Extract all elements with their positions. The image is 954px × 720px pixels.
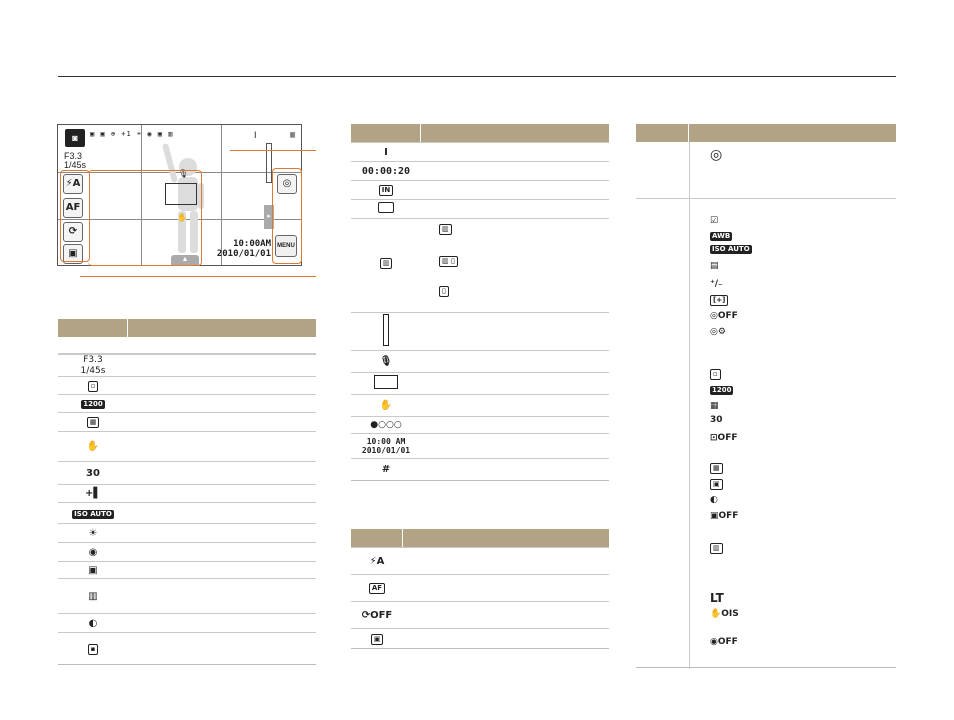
grid-lines-icon: # <box>381 464 391 475</box>
table-row <box>58 376 316 394</box>
exposure-comp-icon: ☑ <box>710 216 719 226</box>
column-divider <box>689 142 690 198</box>
smart-mode-button[interactable]: ◎ <box>277 174 297 194</box>
record-time-icon: 00:00:20 <box>361 165 411 177</box>
exposure-icon: +▌ <box>84 488 102 499</box>
table-row <box>351 312 609 350</box>
time-value: 10:00AM <box>233 239 271 249</box>
smart-auto-icon: ◎ <box>710 147 723 163</box>
awb-icon: AWB <box>712 232 731 240</box>
table-row <box>58 502 316 523</box>
timer-button[interactable]: ⟳ <box>63 222 83 242</box>
mic-icon: 🎙 <box>178 169 189 178</box>
video-size-icon: 1200 <box>83 400 103 408</box>
table-row <box>58 412 316 431</box>
ois-icon: ✋OIS <box>710 609 739 619</box>
frame-rate-icon: 30 <box>86 467 100 479</box>
table-row <box>351 433 609 458</box>
table-row <box>351 601 609 628</box>
quality-icon: ▦ <box>710 401 719 411</box>
table-row <box>351 199 609 218</box>
focus-button[interactable]: AF <box>63 198 83 218</box>
table-header <box>351 124 609 142</box>
highlight-frame <box>272 168 302 264</box>
table-header <box>636 124 896 142</box>
available-shots-icon: I <box>384 146 388 158</box>
voice-off-icon: 🎙 <box>379 356 393 367</box>
flash-comp-icon: ⁺∕₋ <box>710 279 723 289</box>
photo-size-icon: ▫ <box>710 369 721 380</box>
leader-line <box>230 150 316 151</box>
quality-icon: ▣ <box>88 564 98 576</box>
aperture-value: F3.3 <box>64 151 83 161</box>
table-row <box>351 218 609 312</box>
status-table-left <box>58 319 316 665</box>
photo-style-icon: ◐ <box>710 495 718 505</box>
video-size-icon: 1200 <box>712 386 732 394</box>
date-time-icon: 10:00 AM 2010/01/01 <box>361 437 411 455</box>
status-table-options <box>351 529 609 649</box>
white-balance-icon: ☀ <box>88 527 98 539</box>
table-row <box>351 372 609 394</box>
af-area-icon: [+] <box>710 295 728 306</box>
iso-auto-icon: ISO AUTO <box>712 245 750 253</box>
face-off-icon: ◎OFF <box>710 311 738 321</box>
table-row <box>351 574 609 601</box>
aperture-shutter-cell: F3.3 1/45s <box>80 354 106 376</box>
highlight-frame <box>60 170 90 262</box>
burst-icon: ▥ <box>88 590 98 602</box>
table-row <box>58 561 316 578</box>
camera-shake-icon: ✋ <box>379 400 393 411</box>
sound-off-icon: ⊡OFF <box>710 433 738 443</box>
table-row <box>58 613 316 632</box>
table-row <box>58 578 316 613</box>
table-header <box>58 319 316 337</box>
flash-button[interactable]: ⚡A <box>63 174 83 194</box>
face-detection-icon: ◉ <box>88 546 98 558</box>
battery-partial-icon: ▥ ▯ <box>439 256 458 267</box>
expand-button[interactable]: ▲ <box>171 255 199 265</box>
metering-icon: ▦ <box>87 417 100 428</box>
shot-counter: I <box>254 130 257 140</box>
table-row <box>58 484 316 502</box>
date-value: 2010/01/01 <box>216 249 271 259</box>
display-icon: ▣ <box>371 634 384 645</box>
table-header <box>351 529 609 547</box>
filter-off-icon: ▣OFF <box>710 511 739 521</box>
table-row <box>636 198 896 668</box>
metering-icon: ▦ <box>710 463 723 474</box>
zoom-bar-icon <box>383 314 389 346</box>
leader-line <box>80 276 316 277</box>
frame-rate-icon: 30 <box>710 415 723 425</box>
battery-icon: ▥ <box>290 130 295 139</box>
time-readout <box>217 239 271 259</box>
shooting-mode-icon[interactable]: ◙ <box>65 129 85 147</box>
iso-icon: ISO AUTO <box>74 509 112 518</box>
highlight-frame <box>88 170 202 266</box>
mode-dots-icon: ●○○○ <box>370 419 402 430</box>
table-row <box>351 161 609 180</box>
table-row <box>351 458 609 480</box>
table-row <box>351 547 609 574</box>
shake-icon: ✋ <box>177 213 187 222</box>
status-icons-row: ▣ ▣ ⊕ +1 ☀ ◉ ▣ ▥ <box>90 130 174 138</box>
status-table-right <box>636 124 896 647</box>
flash-icon: ⚡A <box>369 555 385 567</box>
table-row <box>351 142 609 161</box>
internal-memory-icon: IN <box>379 185 393 196</box>
photo-size-icon: ▫ <box>88 381 99 392</box>
menu-button[interactable]: MENU <box>275 235 297 257</box>
status-table-middle <box>351 124 609 481</box>
table-row <box>58 461 316 484</box>
table-row <box>58 542 316 561</box>
column-divider <box>689 199 690 669</box>
smart-filter-icon: ▪ <box>88 644 99 655</box>
timer-off-icon: ⟳OFF <box>361 609 393 621</box>
shutter-value: 1/45s <box>64 160 87 170</box>
table-row <box>351 180 609 199</box>
photo-style-icon: ◐ <box>88 617 98 629</box>
battery-empty-icon: ▯ <box>439 286 449 297</box>
table-row <box>58 394 316 412</box>
battery-full-icon: ▥ <box>380 258 393 269</box>
quality-mode-icon: ▣ <box>710 479 723 490</box>
playback-tab[interactable]: ▸ <box>264 205 274 229</box>
table-row <box>58 354 316 376</box>
memory-card-icon <box>378 202 394 213</box>
metering-mode-icon: ▤ <box>710 261 719 271</box>
focus-icon: AF <box>369 583 385 594</box>
header-rule <box>58 76 896 77</box>
table-row <box>351 416 609 433</box>
table-row <box>351 350 609 372</box>
face-settings-icon: ◎⚙ <box>710 327 726 337</box>
ois-icon: ✋ <box>86 441 100 452</box>
table-row <box>351 628 609 648</box>
battery-full-icon: ▥ <box>439 224 452 235</box>
table-row <box>351 394 609 416</box>
display-button[interactable]: ▣ <box>63 244 83 264</box>
af-frame-icon <box>374 375 398 389</box>
table-row <box>58 431 316 461</box>
burst-icon: ▥ <box>710 543 723 554</box>
table-row <box>58 523 316 542</box>
table-row <box>58 632 316 664</box>
long-time-icon: LT <box>710 591 724 605</box>
voice-off-icon: ◉OFF <box>710 637 738 647</box>
